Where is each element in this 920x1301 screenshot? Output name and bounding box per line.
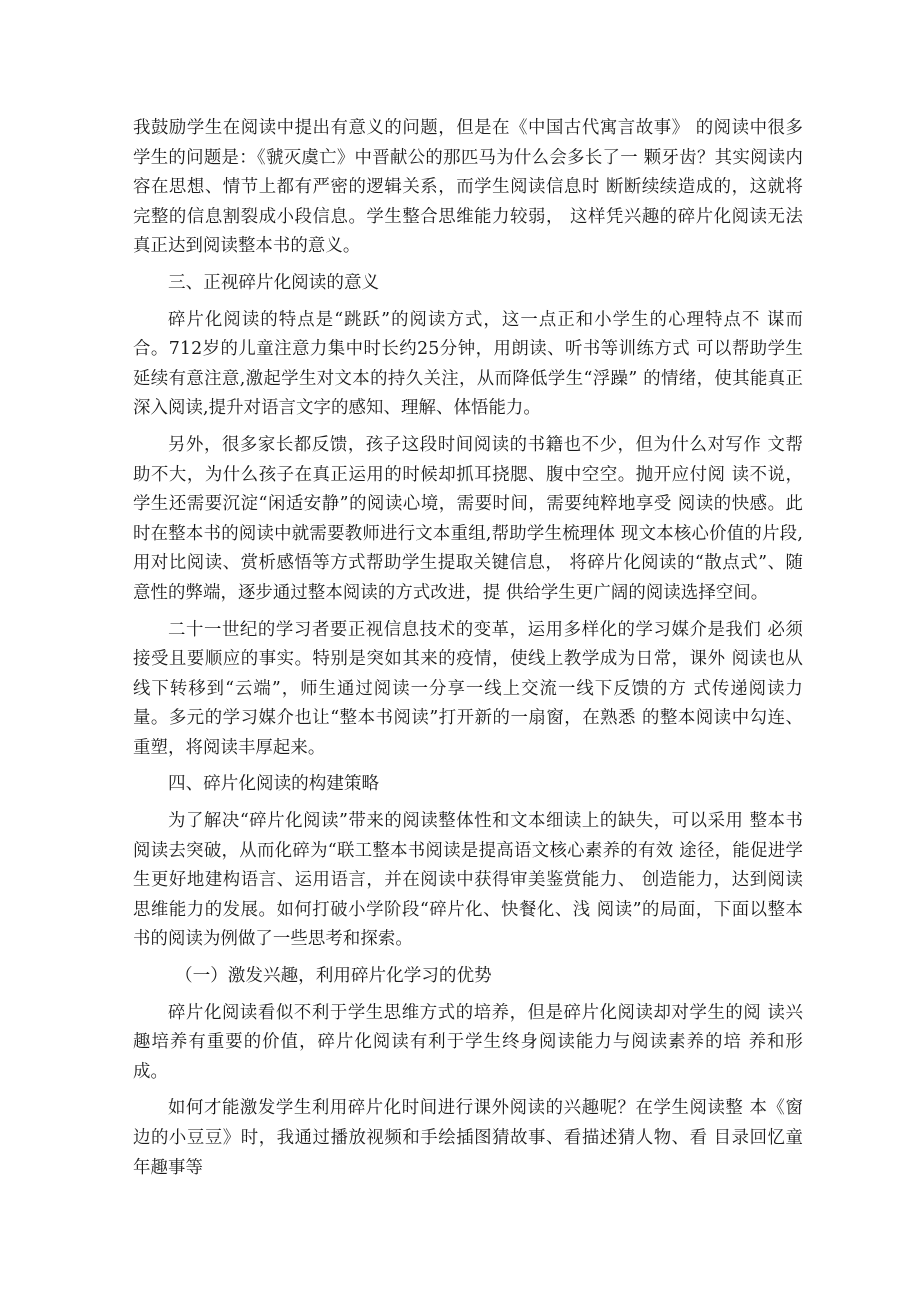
paragraph: 另外，很多家长都反馈，孩子这段时间阅读的书籍也不少，但为什么对写作 文帮助不大，为什么孩子在真正运用的时候却抓耳挠腮、腹中空空。抛开应付阅 读不说，学生还需要沉淀“闲适安静”的阅读心境，需要时间，需要纯粹地享受 阅读的快感。此时在整本书的阅读中就需要教师进行文本重组,帮助学生梳理体 现文本核心价值的片段,用对比阅读、赏析感悟等方式帮助学生提取关键信息， 将碎片化阅读的“散点式”、随意性的弊端，逐步通过整本阅读的方式改进，提 供给学生更广阔的阅读选择空间。 bbox=[133, 434, 803, 603]
paragraph: 碎片化阅读的特点是“跳跃”的阅读方式，这一点正和小学生的心理特点不 谋而合。712岁的儿童注意力集中时长约25分钟，用朗读、听书等训练方式 可以帮助学生延续有意注意,激起学生对文本的持久关注，从而降低学生“浮躁” 的情绪，使其能真正深入阅读,提升对语言文字的感知、理解、体悟能力。 bbox=[133, 309, 803, 419]
paragraph: 碎片化阅读看似不利于学生思维方式的培养，但是碎片化阅读却对学生的阅 读兴趣培养有重要的价值，碎片化阅读有利于学生终身阅读能力与阅读素养的培 养和形成。 bbox=[133, 1002, 803, 1082]
section-heading-4: 四、碎片化阅读的构建策略 bbox=[168, 774, 380, 795]
document-body bbox=[133, 114, 803, 1190]
section-heading-3: 三、正视碎片化阅读的意义 bbox=[168, 272, 380, 293]
paragraph: 二十一世纪的学习者要正视信息技术的变革，运用多样化的学习媒介是我们 必须接受且要顺应的事实。特别是突如其来的疫情，使线上教学成为日常，课外 阅读也从线下转移到“云端”，师生通过阅读一分享一线上交流一线下反馈的方 式传递阅读力量。多元的学习媒介也让“整本书阅读”打开新的一扇窗，在熟悉 的整本阅读中勾连、重塑，将阅读丰厚起来。 bbox=[133, 619, 803, 758]
paragraph: 为了解决“碎片化阅读”带来的阅读整体性和文本细读上的缺失，可以采用 整本书阅读去突破，从而化碎为“联工整本书阅读是提高语文核心素养的有效 途径，能促进学生更好地建构语言、运用语言，并在阅读中获得审美鉴赏能力、 创造能力，达到阅读思维能力的发展。如何打破小学阶段“碎片化、快餐化、浅 阅读”的局面，下面以整本书的阅读为例做了一些思考和探索。 bbox=[133, 811, 803, 950]
subsection-heading-1: （一）激发兴趣，利用碎片化学习的优势 bbox=[175, 966, 492, 987]
paragraph: 如何才能激发学生利用碎片化时间进行课外阅读的兴趣呢？在学生阅读整 本《窗边的小豆豆》时，我通过播放视频和手绘插图猜故事、看描述猜人物、看 目录回忆童年趣事等 bbox=[133, 1098, 803, 1178]
paragraph-continuation: 我鼓励学生在阅读中提出有意义的问题，但是在《中国古代寓言故事》 的阅读中很多学生的问题是：《虢灭虞亡》中晋献公的那匹马为什么会多长了一 颗牙齿？其实阅读内容在思想、情节上都有严密的逻辑关系，而学生阅读信息时 断断续续造成的，这就将完整的信息割裂成小段信息。学生整合思维能力较弱， 这样凭兴趣的碎片化阅读无法真正达到阅读整本书的意义。 bbox=[133, 118, 803, 257]
